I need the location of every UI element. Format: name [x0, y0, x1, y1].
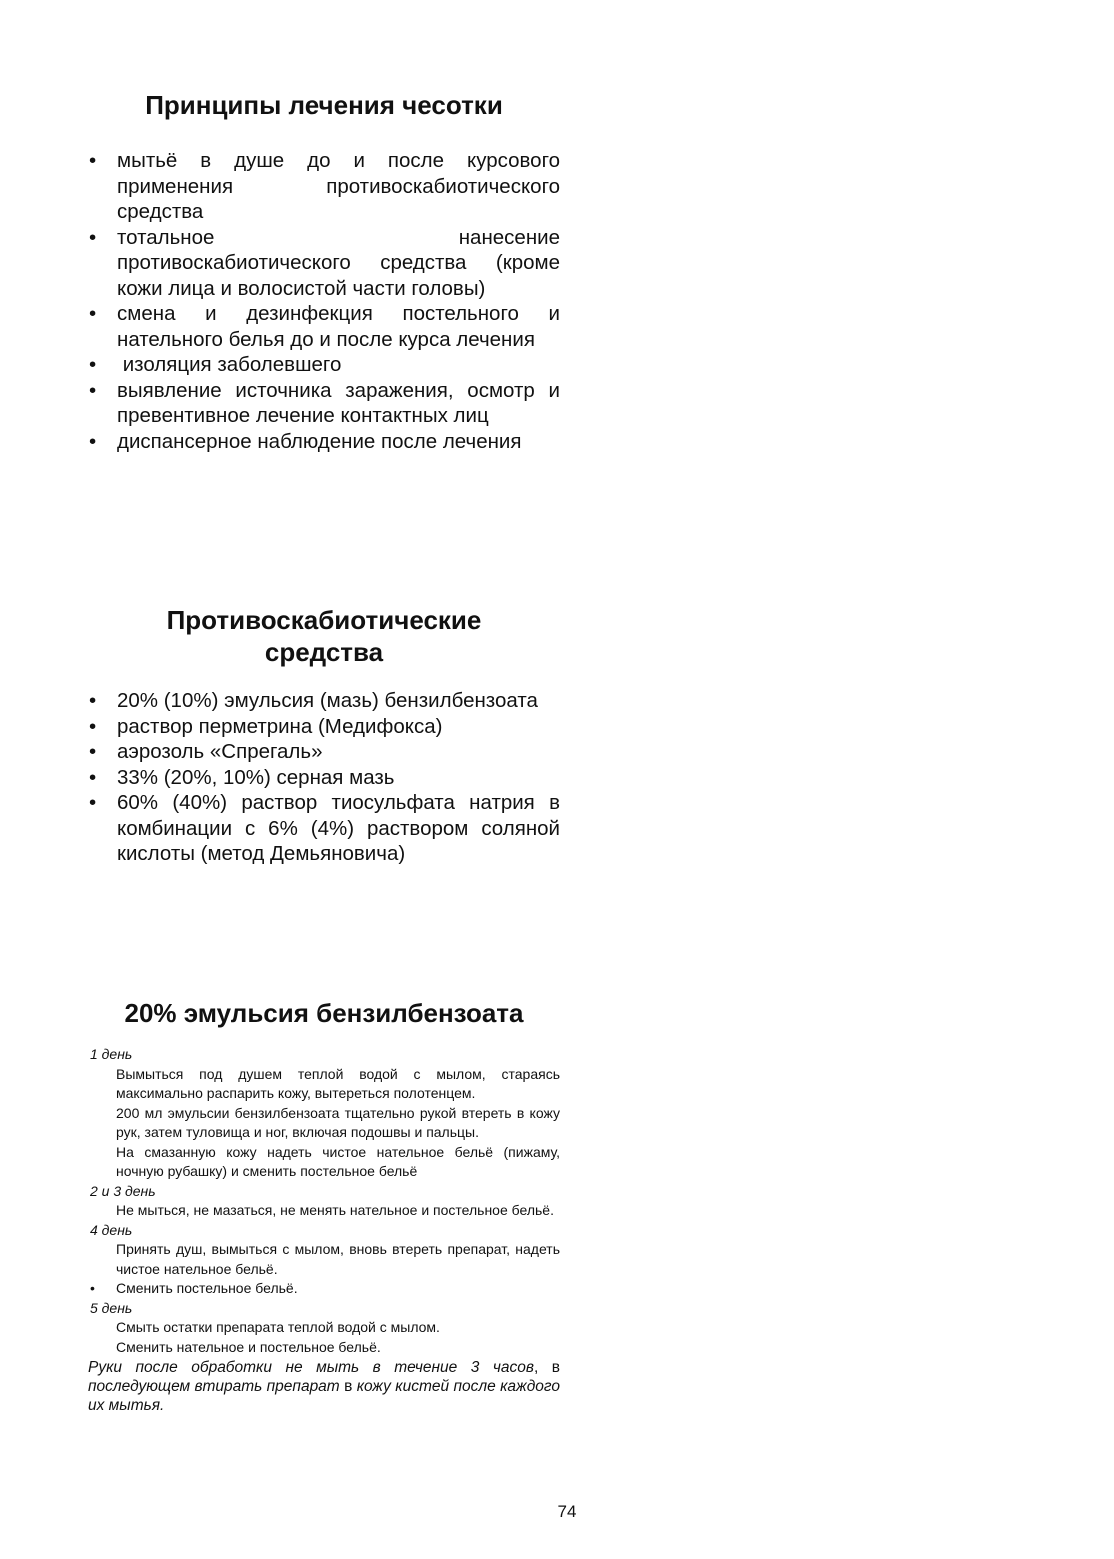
bullet-icon: • — [89, 765, 97, 789]
bullet-icon: • — [90, 1280, 95, 1296]
bullet-icon: • — [89, 378, 97, 402]
list-item: • раствор перметрина (Медифокса) — [89, 714, 443, 738]
principles-list — [88, 148, 560, 454]
bullet-icon: • — [89, 791, 97, 814]
instruction-text: Смыть остатки препарата теплой водой с мылом. — [116, 1319, 440, 1335]
list-item: • выявление источника заражения, осмотр и превентивное лечение контактных лиц — [89, 378, 560, 427]
hand-care-note: Руки после обработки не мыть в течение 3 часов, в последующем втирать препарат в кожу кистей после каждого их мытья. — [88, 1359, 560, 1414]
list-item: • 20% (10%) эмульсия (мазь) бензилбензоата — [89, 689, 538, 712]
instruction-text: Сменить нательное и постельное бельё. — [116, 1338, 381, 1355]
list-item: • диспансерное наблюдение после лечения — [89, 429, 522, 453]
list-item: • 33% (20%, 10%) серная мазь — [89, 765, 395, 789]
bullet-icon: • — [89, 714, 97, 738]
day-label: 4 день — [90, 1221, 133, 1238]
list-item: • аэрозоль «Спрегаль» — [89, 740, 323, 763]
treatment-schedule — [88, 1045, 560, 1357]
instruction-text: На смазанную кожу надеть чистое нательное бельё (пижаму, ночную рубашку) и сменить постельное бельё — [116, 1143, 560, 1179]
instruction-text: 200 мл эмульсии бензилбензоата тщательно рукой втереть в кожу рук, затем туловища и ног, включая подошвы и пальцы. — [116, 1104, 560, 1140]
list-item: • мытьё в душе до и после курсового применения противоскабиотического средства — [89, 149, 560, 223]
list-item: • 60% (40%) раствор тиосульфата натрия в комбинации с 6% (4%) раствором соляной кислоты (метод Демьяновича) — [89, 791, 560, 865]
day-label: 5 день — [90, 1299, 133, 1316]
list-item: • смена и дезинфекция постельного и нательного белья до и после курса лечения — [89, 302, 560, 351]
bullet-icon: • — [89, 689, 97, 712]
bullet-icon: • — [89, 353, 97, 376]
instruction-text: Не мыться, не мазаться, не менять нательное и постельное бельё. — [116, 1202, 554, 1218]
day-label: 1 день — [90, 1046, 133, 1062]
bullet-icon: • — [89, 302, 97, 325]
bullet-icon: • — [89, 225, 97, 249]
day-label: 2 и 3 день — [90, 1182, 156, 1199]
section-title: 20% эмульсия бензилбензоата — [124, 998, 524, 1028]
section-antiscabies-agents — [88, 604, 560, 867]
list-item: • тотальное нанесение противоскабиотического средства (кроме кожи лица и волосистой части головы) — [89, 225, 560, 300]
section-title: Принципы лечения чесотки — [145, 90, 503, 120]
instruction-text: Вымыться под душем теплой водой с мылом, стараясь максимально распарить кожу, вытереться полотенцем. — [116, 1065, 560, 1101]
bullet-icon: • — [89, 740, 97, 763]
bullet-icon: • — [89, 429, 97, 453]
section-benzyl-benzoate — [88, 997, 560, 1415]
bullet-icon: • — [89, 149, 97, 172]
section-treatment-principles — [88, 89, 560, 454]
section-title: Противоскабиотические средства — [166, 605, 482, 667]
instruction-text: Принять душ, вымыться с мылом, вновь втереть препарат, надеть чистое нательное бельё. — [116, 1241, 560, 1277]
page-number: 74 — [557, 1502, 577, 1521]
list-item: • изоляция заболевшего — [89, 353, 342, 376]
agents-list — [88, 688, 560, 867]
list-item: • Сменить постельное бельё. — [88, 1279, 560, 1299]
